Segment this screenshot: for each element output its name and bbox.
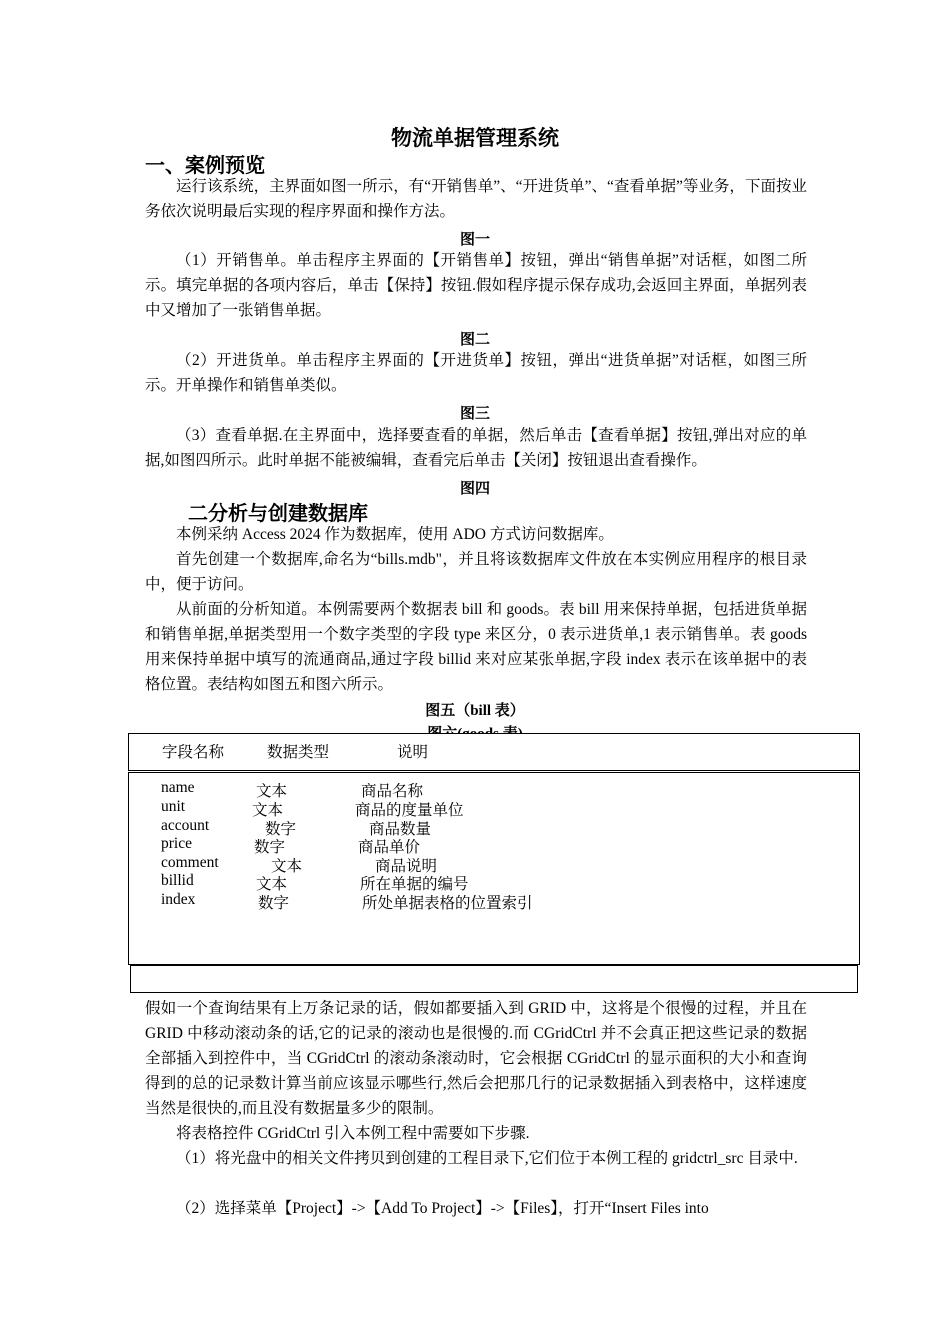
paragraph-tables: 从前面的分析知道。本例需要两个数据表 bill 和 goods。表 bill 用来保持单据，包括进货单据和销售单据,单据类型用一个数字类型的字段 type 来区分，0 表示进货单,1 表示销售单。表 goods 用来保持单据中填写的流通商品,通过字段 billid 来对应某张单据,字段 index 表示在该单据中的表格位置。表结构如图五和图六所示。 bbox=[145, 601, 807, 693]
table-row-6-type: 文本 bbox=[256, 876, 288, 893]
table-row-1-type: 文本 bbox=[256, 783, 288, 800]
paragraph-sales-order: （1）开销售单。单击程序主界面的【开销售单】按钮，弹出“销售单据”对话框，如图二所示。填完单据的各项内容后，单击【保持】按钮.假如程序提示保存成功,会返回主界面，单据列表中又增加了一张销售单据。 bbox=[145, 252, 807, 319]
table-row-2-field: unit bbox=[161, 798, 186, 815]
table-row-5-desc: 商品说明 bbox=[375, 858, 438, 875]
paragraph-gridctrl-steps: 将表格控件 CGridCtrl 引入本例工程中需要如下步骤. bbox=[176, 1125, 530, 1142]
table-left-rule bbox=[128, 772, 132, 822]
table-row-3-type: 数字 bbox=[265, 821, 297, 838]
figure-caption-1: 图一 bbox=[459, 232, 490, 248]
table-header-data-type: 数据类型 bbox=[267, 744, 330, 761]
figure-caption-3: 图三 bbox=[459, 406, 490, 422]
table-row-3-field: account bbox=[161, 817, 210, 834]
table-row-5-field: comment bbox=[161, 854, 219, 871]
paragraph-create-db: 首先创建一个数据库,命名为“bills.mdb"，并且将该数据库文件放在本实例应用程序的根目录中，便于访问。 bbox=[145, 551, 807, 593]
table-row-7-desc: 所处单据表格的位置索引 bbox=[362, 895, 533, 912]
table-header-field-name: 字段名称 bbox=[162, 744, 225, 761]
table-row-1-desc: 商品名称 bbox=[361, 783, 424, 800]
table-header-description: 说明 bbox=[397, 744, 429, 761]
table-row-1-field: name bbox=[161, 779, 195, 796]
table-header-box bbox=[128, 733, 860, 771]
paragraph-grid-performance: 假如一个查询结果有上万条记录的话，假如都要插入到 GRID 中，这将是个很慢的过程，并且在 GRID 中移动滚动条的话,它的记录的滚动也是很慢的.而 CGridCtrl 并不会真正把这些记录的数据全部插入到控件中，当 CGridCtrl 的滚动条滚动时，它会根据 CGridCtrl 的显示面积的大小和查询得到的总的记录数计算当前应该显示哪些行,然后会把那几行的记录数据插入到表格中，这样速度当然是很快的,而且没有数据量多少的限制。 bbox=[145, 1000, 807, 1117]
figure-caption-6 bbox=[0, 722, 950, 733]
table-row-7-field: index bbox=[161, 891, 196, 908]
paragraph-purchase-order: （2）开进货单。单击程序主界面的【开进货单】按钮，弹出“进货单据”对话框，如图三所示。开单操作和销售单类似。 bbox=[145, 352, 807, 394]
page-title: 物流单据管理系统 bbox=[391, 126, 559, 150]
table-row-6-field: billid bbox=[161, 872, 194, 889]
table-row-4-field: price bbox=[161, 835, 192, 852]
figure-caption-4: 图四 bbox=[459, 481, 490, 497]
table-row-7-type: 数字 bbox=[258, 895, 290, 912]
table-row-2-type: 文本 bbox=[252, 802, 284, 819]
paragraph-step-1: （1）将光盘中的相关文件拷贝到创建的工程目录下,它们位于本例工程的 gridctrl_src 目录中. bbox=[176, 1150, 798, 1167]
table-row-4-desc: 商品单价 bbox=[358, 839, 421, 856]
paragraph-step-2: （2）选择菜单【Project】->【Add To Project】->【Files】，打开“Insert Files into bbox=[176, 1200, 709, 1217]
paragraph-intro: 运行该系统，主界面如图一所示，有“开销售单”、“开进货单”、“查看单据”等业务，下面按业务依次说明最后实现的程序界面和操作方法。 bbox=[145, 178, 807, 220]
table-row-2-desc: 商品的度量单位 bbox=[355, 802, 464, 819]
section-heading-preview: 一、案例预览 bbox=[145, 153, 265, 177]
table-row-4-type: 数字 bbox=[254, 839, 286, 856]
section-heading-database: 二分析与创建数据库 bbox=[188, 501, 368, 525]
table-row-3-desc: 商品数量 bbox=[369, 821, 432, 838]
table-footer-box bbox=[130, 965, 858, 993]
paragraph-view-order: （3）查看单据.在主界面中，选择要查看的单据，然后单击【查看单据】按钮,弹出对应的单据,如图四所示。此时单据不能被编辑，查看完后单击【关闭】按钮退出查看操作。 bbox=[145, 427, 807, 469]
table-row-6-desc: 所在单据的编号 bbox=[360, 876, 469, 893]
table-body-box bbox=[128, 772, 860, 965]
figure-caption-2: 图二 bbox=[459, 332, 490, 348]
table-row-5-type: 文本 bbox=[271, 858, 303, 875]
paragraph-access: 本例采纳 Access 2024 作为数据库，使用 ADO 方式访问数据库。 bbox=[176, 526, 614, 543]
figure-caption-5: 图五（bill 表） bbox=[425, 703, 525, 719]
